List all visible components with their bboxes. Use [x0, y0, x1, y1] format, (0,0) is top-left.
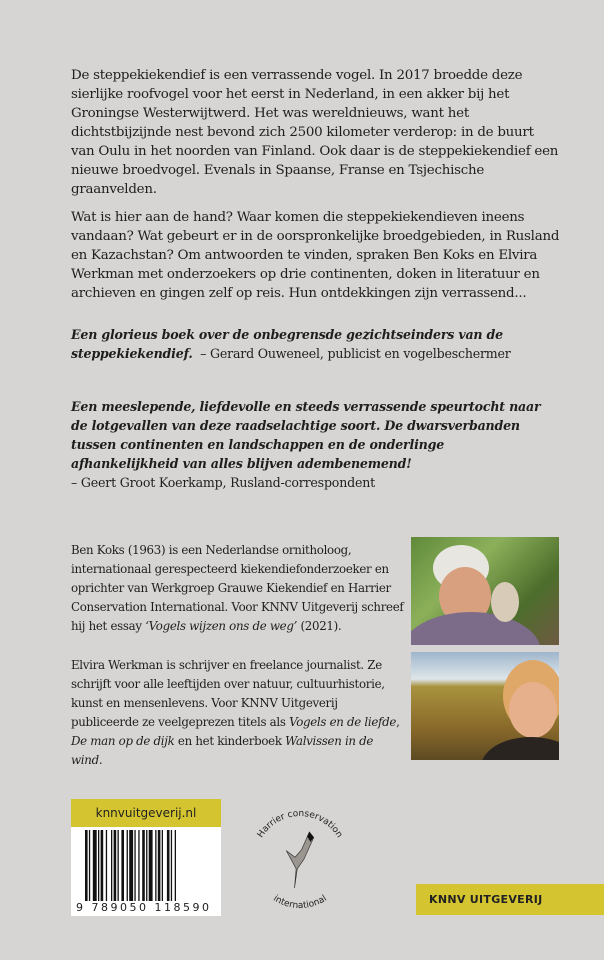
barcode-bar — [101, 830, 104, 904]
barcode-bar — [162, 830, 163, 904]
author-photo-ben-koks — [411, 537, 559, 645]
barcode-bar — [118, 830, 119, 904]
barcode-bar — [175, 830, 176, 904]
isbn-barcode — [71, 799, 221, 916]
barcode-bar — [89, 830, 90, 904]
isbn-number: 9 789050 118590 — [76, 901, 212, 914]
author-photo-elvira-werkman — [411, 652, 559, 760]
quote-attribution: – Geert Groot Koerkamp, Rusland-correspondent — [71, 475, 375, 490]
blurb-paragraph: De steppekiekendief is een verrassende vogel. In 2017 broedde deze sierlijke roofvogel voor het eerst in Nederland, in een akker bij het Groningse Westerwijtwerd. Het was wereldnieuws, want het dichtstbijzijnde nest bevond zich 2500 kilometer verderop: in de buurt van Oulu in het noorden van Finland. Ook daar is de steppekiekendief een nieuwe broedvogel. Evenals in Spaanse, Franse en Tsjechische graanvelden. — [71, 68, 559, 197]
barcode-bar — [114, 830, 117, 904]
book-title: De man op de dijk — [71, 734, 175, 748]
barcode-bar — [171, 830, 172, 904]
bio-text: . — [98, 753, 103, 767]
barcode-bar — [142, 830, 145, 904]
bio-text: Ben Koks (1963) is een Nederlandse ornitholoog, internationaal gerespecteerd kiekendiefonderzoeker en oprichter van Werkgroep Grauwe Kiekendief en Harrier Conservation International. Voor KNNV Uitgeverij schreef hij het essay — [71, 543, 404, 633]
barcode-bar — [121, 830, 124, 904]
logo-text-top: Harrier conservation — [255, 808, 345, 840]
bio-text: , — [396, 715, 400, 729]
harrier-conservation-logo — [240, 800, 360, 920]
barcode-bar — [127, 830, 128, 904]
barcode-bar — [155, 830, 156, 904]
barcode-bar — [167, 830, 170, 904]
quote-attribution: – Gerard Ouweneel, publicist en vogelbeschermer — [200, 346, 511, 361]
publisher-label: KNNV UITGEVERIJ — [416, 884, 604, 915]
barcode-bar — [138, 830, 139, 904]
barcode-bars — [85, 830, 209, 904]
barcode-bar — [106, 830, 107, 904]
blurb — [71, 66, 561, 303]
bio-text: (2021). — [297, 619, 342, 633]
book-title: Vogels en de liefde — [289, 715, 397, 729]
review-quote — [71, 325, 551, 363]
barcode-bar — [158, 830, 161, 904]
review-quote — [71, 397, 551, 492]
quote-text: Een meeslepende, liefdevolle en steeds verrassende speurtocht naar de lotgevallen van deze raadselachtige soort. De dwarsverbanden tussen continenten en landschappen en de onderlinge afhankelijkheid van alles blijven adembenemend! — [71, 399, 541, 471]
bio-text: en het kinderboek — [174, 734, 286, 748]
author-bio-ben-koks — [71, 541, 406, 636]
publisher-url: knnvuitgeverij.nl — [71, 799, 221, 827]
book-title: ‘Vogels wijzen ons de weg’ — [145, 619, 298, 633]
barcode-bar — [149, 830, 153, 904]
blurb-paragraph: Wat is hier aan de hand? Waar komen die steppekiekendieven ineens vandaan? Wat gebeurt er in de oorspronkelijke broedgebieden, in Rusland en Kazachstan? Om antwoorden te vinden, spraken Ben Koks en Elvira Werkman met onderzoekers op drie continenten, doken in literatuur en archieven en gingen zelf op reis. Hun ontdekkingen zijn verrassend... — [71, 210, 560, 301]
quote-text: Een glorieus boek over de onbegrensde gezichtseinders van de steppekiekendief. — [71, 327, 503, 361]
author-bio-elvira-werkman — [71, 656, 406, 770]
barcode-bar — [129, 830, 133, 904]
barcode-bar — [146, 830, 147, 904]
bio-text: Elvira Werkman is schrijver en freelance journalist. Ze schrijft voor alle leeftijden over natuur, cultuurhistorie, kunst en mensenlevens. Voor KNNV Uitgeverij publiceerde ze veelgeprezen titels als — [71, 658, 385, 729]
barcode-bar — [98, 830, 99, 904]
barcode-bar — [134, 830, 135, 904]
logo-text-bottom: international — [271, 893, 329, 912]
barcode-bar — [111, 830, 112, 904]
barcode-bar — [93, 830, 97, 904]
book-title: Walvissen in de wind — [71, 734, 374, 767]
barcode-bar — [85, 830, 88, 904]
harrier-bird-icon — [286, 832, 314, 888]
